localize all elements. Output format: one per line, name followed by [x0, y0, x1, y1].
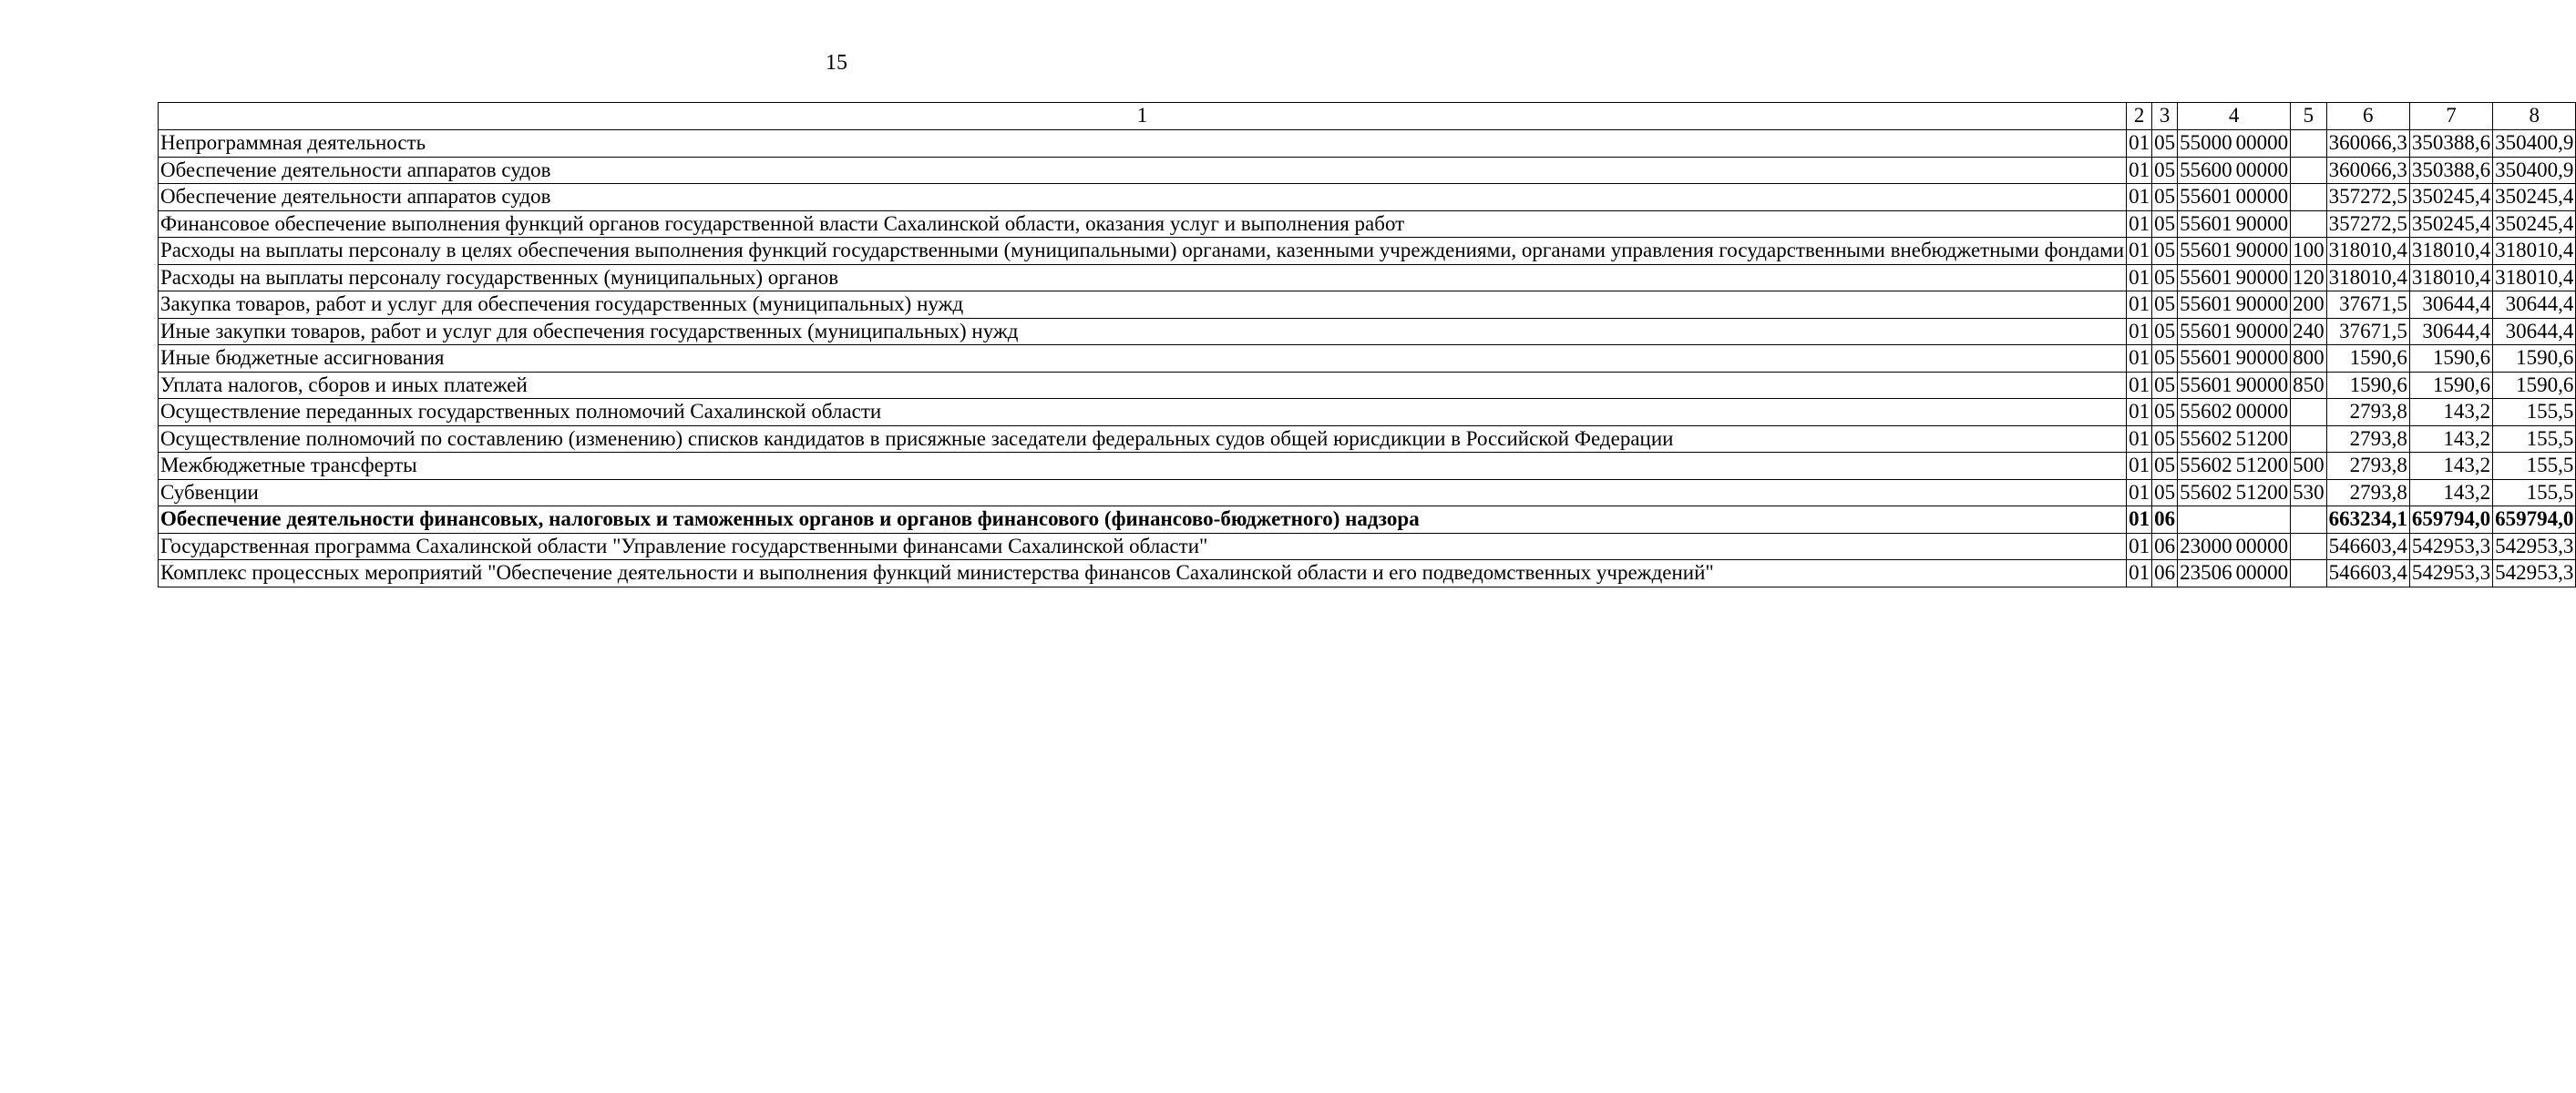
row-value-col8: 30644,4 [2493, 291, 2576, 319]
row-value-col7: 659794,0 [2409, 506, 2492, 534]
row-subsection-code: 05 [2152, 479, 2178, 506]
row-program-code: 55601 [2178, 210, 2234, 238]
row-direction-code: 90000 [2234, 291, 2291, 319]
row-section-code: 01 [2127, 130, 2152, 158]
row-value-col6: 318010,4 [2326, 238, 2409, 265]
table-row [159, 238, 2576, 265]
row-program-code: 55601 [2178, 184, 2234, 211]
row-value-col6: 357272,5 [2326, 210, 2409, 238]
row-section-code: 01 [2127, 264, 2152, 291]
row-section-code: 01 [2127, 560, 2152, 587]
header-col-1: 1 [159, 103, 2127, 130]
row-program-code: 23506 [2178, 560, 2234, 587]
row-subsection-code: 05 [2152, 425, 2178, 453]
row-program-code: 55602 [2178, 425, 2234, 453]
row-direction-code: 90000 [2234, 345, 2291, 373]
table-row [159, 453, 2576, 480]
row-value-col7: 30644,4 [2409, 318, 2492, 345]
row-direction-code: 51200 [2234, 453, 2291, 480]
row-value-col6: 2793,8 [2326, 479, 2409, 506]
row-subsection-code: 06 [2152, 560, 2178, 587]
row-program-code: 55602 [2178, 479, 2234, 506]
row-expense-type-code [2291, 506, 2327, 534]
row-subsection-code: 06 [2152, 506, 2178, 534]
row-value-col8: 1590,6 [2493, 372, 2576, 399]
row-value-col6: 360066,3 [2326, 130, 2409, 158]
row-value-col8: 350245,4 [2493, 210, 2576, 238]
row-value-col7: 350245,4 [2409, 210, 2492, 238]
row-program-code: 55602 [2178, 453, 2234, 480]
table-row [159, 506, 2576, 534]
table-row [159, 533, 2576, 560]
row-value-col6: 546603,4 [2326, 560, 2409, 587]
row-subsection-code: 05 [2152, 130, 2178, 158]
row-expense-type-code: 530 [2291, 479, 2327, 506]
row-subsection-code: 05 [2152, 291, 2178, 319]
row-value-col7: 143,2 [2409, 453, 2492, 480]
row-direction-code: 90000 [2234, 210, 2291, 238]
row-section-code: 01 [2127, 453, 2152, 480]
row-section-code: 01 [2127, 425, 2152, 453]
row-direction-code: 90000 [2234, 372, 2291, 399]
row-subsection-code: 05 [2152, 345, 2178, 373]
table-row [159, 291, 2576, 319]
row-subsection-code: 05 [2152, 372, 2178, 399]
budget-table [158, 102, 2576, 587]
header-col-5: 5 [2291, 103, 2327, 130]
row-value-col6: 2793,8 [2326, 399, 2409, 426]
row-value-col7: 350388,6 [2409, 157, 2492, 184]
row-value-col8: 155,5 [2493, 399, 2576, 426]
row-value-col7: 350388,6 [2409, 130, 2492, 158]
row-program-code: 55601 [2178, 264, 2234, 291]
row-description: Расходы на выплаты персоналу государственных (муниципальных) органов [159, 264, 2127, 291]
table-row [159, 425, 2576, 453]
row-expense-type-code: 850 [2291, 372, 2327, 399]
row-value-col6: 360066,3 [2326, 157, 2409, 184]
row-value-col8: 30644,4 [2493, 318, 2576, 345]
row-program-code: 55601 [2178, 238, 2234, 265]
row-value-col6: 37671,5 [2326, 291, 2409, 319]
row-value-col7: 30644,4 [2409, 291, 2492, 319]
table-row [159, 157, 2576, 184]
row-subsection-code: 05 [2152, 157, 2178, 184]
row-description: Иные бюджетные ассигнования [159, 345, 2127, 373]
row-program-code: 23000 [2178, 533, 2234, 560]
row-expense-type-code [2291, 533, 2327, 560]
row-direction-code: 00000 [2234, 157, 2291, 184]
row-value-col7: 143,2 [2409, 399, 2492, 426]
row-program-code [2178, 506, 2234, 534]
row-expense-type-code: 200 [2291, 291, 2327, 319]
row-section-code: 01 [2127, 372, 2152, 399]
row-direction-code: 00000 [2234, 130, 2291, 158]
row-section-code: 01 [2127, 345, 2152, 373]
row-description: Осуществление полномочий по составлению (изменению) списков кандидатов в присяжные заседатели федеральных судов общей юрисдикции в Российской Федерации [159, 425, 2127, 453]
row-value-col6: 663234,1 [2326, 506, 2409, 534]
row-description: Обеспечение деятельности аппаратов судов [159, 184, 2127, 211]
row-value-col8: 155,5 [2493, 479, 2576, 506]
row-value-col8: 318010,4 [2493, 264, 2576, 291]
row-value-col8: 318010,4 [2493, 238, 2576, 265]
row-description: Обеспечение деятельности аппаратов судов [159, 157, 2127, 184]
row-description: Закупка товаров, работ и услуг для обеспечения государственных (муниципальных) нужд [159, 291, 2127, 319]
row-value-col8: 155,5 [2493, 453, 2576, 480]
row-direction-code: 51200 [2234, 479, 2291, 506]
row-value-col7: 143,2 [2409, 479, 2492, 506]
row-value-col6: 37671,5 [2326, 318, 2409, 345]
row-value-col8: 350400,9 [2493, 157, 2576, 184]
row-expense-type-code [2291, 560, 2327, 587]
row-subsection-code: 06 [2152, 533, 2178, 560]
row-value-col6: 2793,8 [2326, 453, 2409, 480]
table-row [159, 479, 2576, 506]
row-direction-code: 90000 [2234, 238, 2291, 265]
row-section-code: 01 [2127, 238, 2152, 265]
row-expense-type-code: 500 [2291, 453, 2327, 480]
row-direction-code: 51200 [2234, 425, 2291, 453]
row-value-col6: 357272,5 [2326, 184, 2409, 211]
header-col-4: 4 [2178, 103, 2291, 130]
row-value-col8: 155,5 [2493, 425, 2576, 453]
table-row [159, 210, 2576, 238]
row-value-col8: 542953,3 [2493, 533, 2576, 560]
row-section-code: 01 [2127, 479, 2152, 506]
row-section-code: 01 [2127, 291, 2152, 319]
row-direction-code: 90000 [2234, 318, 2291, 345]
row-value-col8: 1590,6 [2493, 345, 2576, 373]
row-value-col7: 143,2 [2409, 425, 2492, 453]
header-row [159, 103, 2576, 130]
row-value-col8: 350245,4 [2493, 184, 2576, 211]
row-value-col8: 350400,9 [2493, 130, 2576, 158]
row-expense-type-code [2291, 399, 2327, 426]
row-expense-type-code [2291, 210, 2327, 238]
page-number: 15 [826, 51, 847, 75]
row-value-col7: 350245,4 [2409, 184, 2492, 211]
row-subsection-code: 05 [2152, 264, 2178, 291]
row-expense-type-code: 240 [2291, 318, 2327, 345]
row-expense-type-code: 120 [2291, 264, 2327, 291]
row-subsection-code: 05 [2152, 453, 2178, 480]
row-direction-code: 90000 [2234, 264, 2291, 291]
row-value-col7: 1590,6 [2409, 372, 2492, 399]
row-direction-code: 00000 [2234, 533, 2291, 560]
row-direction-code: 00000 [2234, 560, 2291, 587]
row-value-col6: 546603,4 [2326, 533, 2409, 560]
row-value-col7: 542953,3 [2409, 560, 2492, 587]
row-section-code: 01 [2127, 399, 2152, 426]
row-expense-type-code: 800 [2291, 345, 2327, 373]
row-description: Расходы на выплаты персоналу в целях обеспечения выполнения функций государственными (муниципальными) органами, казенными учреждениями, органами управления государственными внебюджетными фондами [159, 238, 2127, 265]
row-description: Обеспечение деятельности финансовых, налоговых и таможенных органов и органов финансового (финансово-бюджетного) надзора [159, 506, 2127, 534]
table-row [159, 318, 2576, 345]
row-description: Субвенции [159, 479, 2127, 506]
row-value-col7: 318010,4 [2409, 264, 2492, 291]
row-value-col8: 542953,3 [2493, 560, 2576, 587]
row-subsection-code: 05 [2152, 184, 2178, 211]
header-col-6: 6 [2326, 103, 2409, 130]
row-value-col7: 542953,3 [2409, 533, 2492, 560]
row-program-code: 55601 [2178, 291, 2234, 319]
row-program-code: 55000 [2178, 130, 2234, 158]
row-direction-code [2234, 506, 2291, 534]
row-description: Финансовое обеспечение выполнения функций органов государственной власти Сахалинской области, оказания услуг и выполнения работ [159, 210, 2127, 238]
row-description: Непрограммная деятельность [159, 130, 2127, 158]
row-value-col6: 1590,6 [2326, 372, 2409, 399]
table-row [159, 184, 2576, 211]
row-program-code: 55600 [2178, 157, 2234, 184]
row-expense-type-code [2291, 184, 2327, 211]
row-program-code: 55601 [2178, 345, 2234, 373]
row-description: Уплата налогов, сборов и иных платежей [159, 372, 2127, 399]
row-value-col8: 659794,0 [2493, 506, 2576, 534]
row-description: Иные закупки товаров, работ и услуг для обеспечения государственных (муниципальных) нужд [159, 318, 2127, 345]
row-description: Межбюджетные трансферты [159, 453, 2127, 480]
header-col-3: 3 [2152, 103, 2178, 130]
row-program-code: 55601 [2178, 318, 2234, 345]
row-expense-type-code [2291, 130, 2327, 158]
row-section-code: 01 [2127, 533, 2152, 560]
row-section-code: 01 [2127, 184, 2152, 211]
row-value-col6: 2793,8 [2326, 425, 2409, 453]
row-expense-type-code: 100 [2291, 238, 2327, 265]
table-row [159, 399, 2576, 426]
header-col-7: 7 [2409, 103, 2492, 130]
row-subsection-code: 05 [2152, 318, 2178, 345]
row-subsection-code: 05 [2152, 210, 2178, 238]
header-col-2: 2 [2127, 103, 2152, 130]
row-subsection-code: 05 [2152, 399, 2178, 426]
table-row [159, 345, 2576, 373]
row-value-col6: 318010,4 [2326, 264, 2409, 291]
table-row [159, 264, 2576, 291]
row-description: Комплекс процессных мероприятий "Обеспечение деятельности и выполнения функций министерства финансов Сахалинской области и его подведомственных учреждений" [159, 560, 2127, 587]
row-value-col7: 318010,4 [2409, 238, 2492, 265]
row-value-col6: 1590,6 [2326, 345, 2409, 373]
table-row [159, 372, 2576, 399]
row-value-col7: 1590,6 [2409, 345, 2492, 373]
row-subsection-code: 05 [2152, 238, 2178, 265]
row-expense-type-code [2291, 425, 2327, 453]
table-row [159, 560, 2576, 587]
header-col-8: 8 [2493, 103, 2576, 130]
row-description: Государственная программа Сахалинской области "Управление государственными финансами Сахалинской области" [159, 533, 2127, 560]
row-program-code: 55602 [2178, 399, 2234, 426]
row-direction-code: 00000 [2234, 399, 2291, 426]
row-direction-code: 00000 [2234, 184, 2291, 211]
row-section-code: 01 [2127, 210, 2152, 238]
row-section-code: 01 [2127, 506, 2152, 534]
row-section-code: 01 [2127, 157, 2152, 184]
row-expense-type-code [2291, 157, 2327, 184]
row-section-code: 01 [2127, 318, 2152, 345]
row-program-code: 55601 [2178, 372, 2234, 399]
row-description: Осуществление переданных государственных полномочий Сахалинской области [159, 399, 2127, 426]
table-row [159, 130, 2576, 158]
